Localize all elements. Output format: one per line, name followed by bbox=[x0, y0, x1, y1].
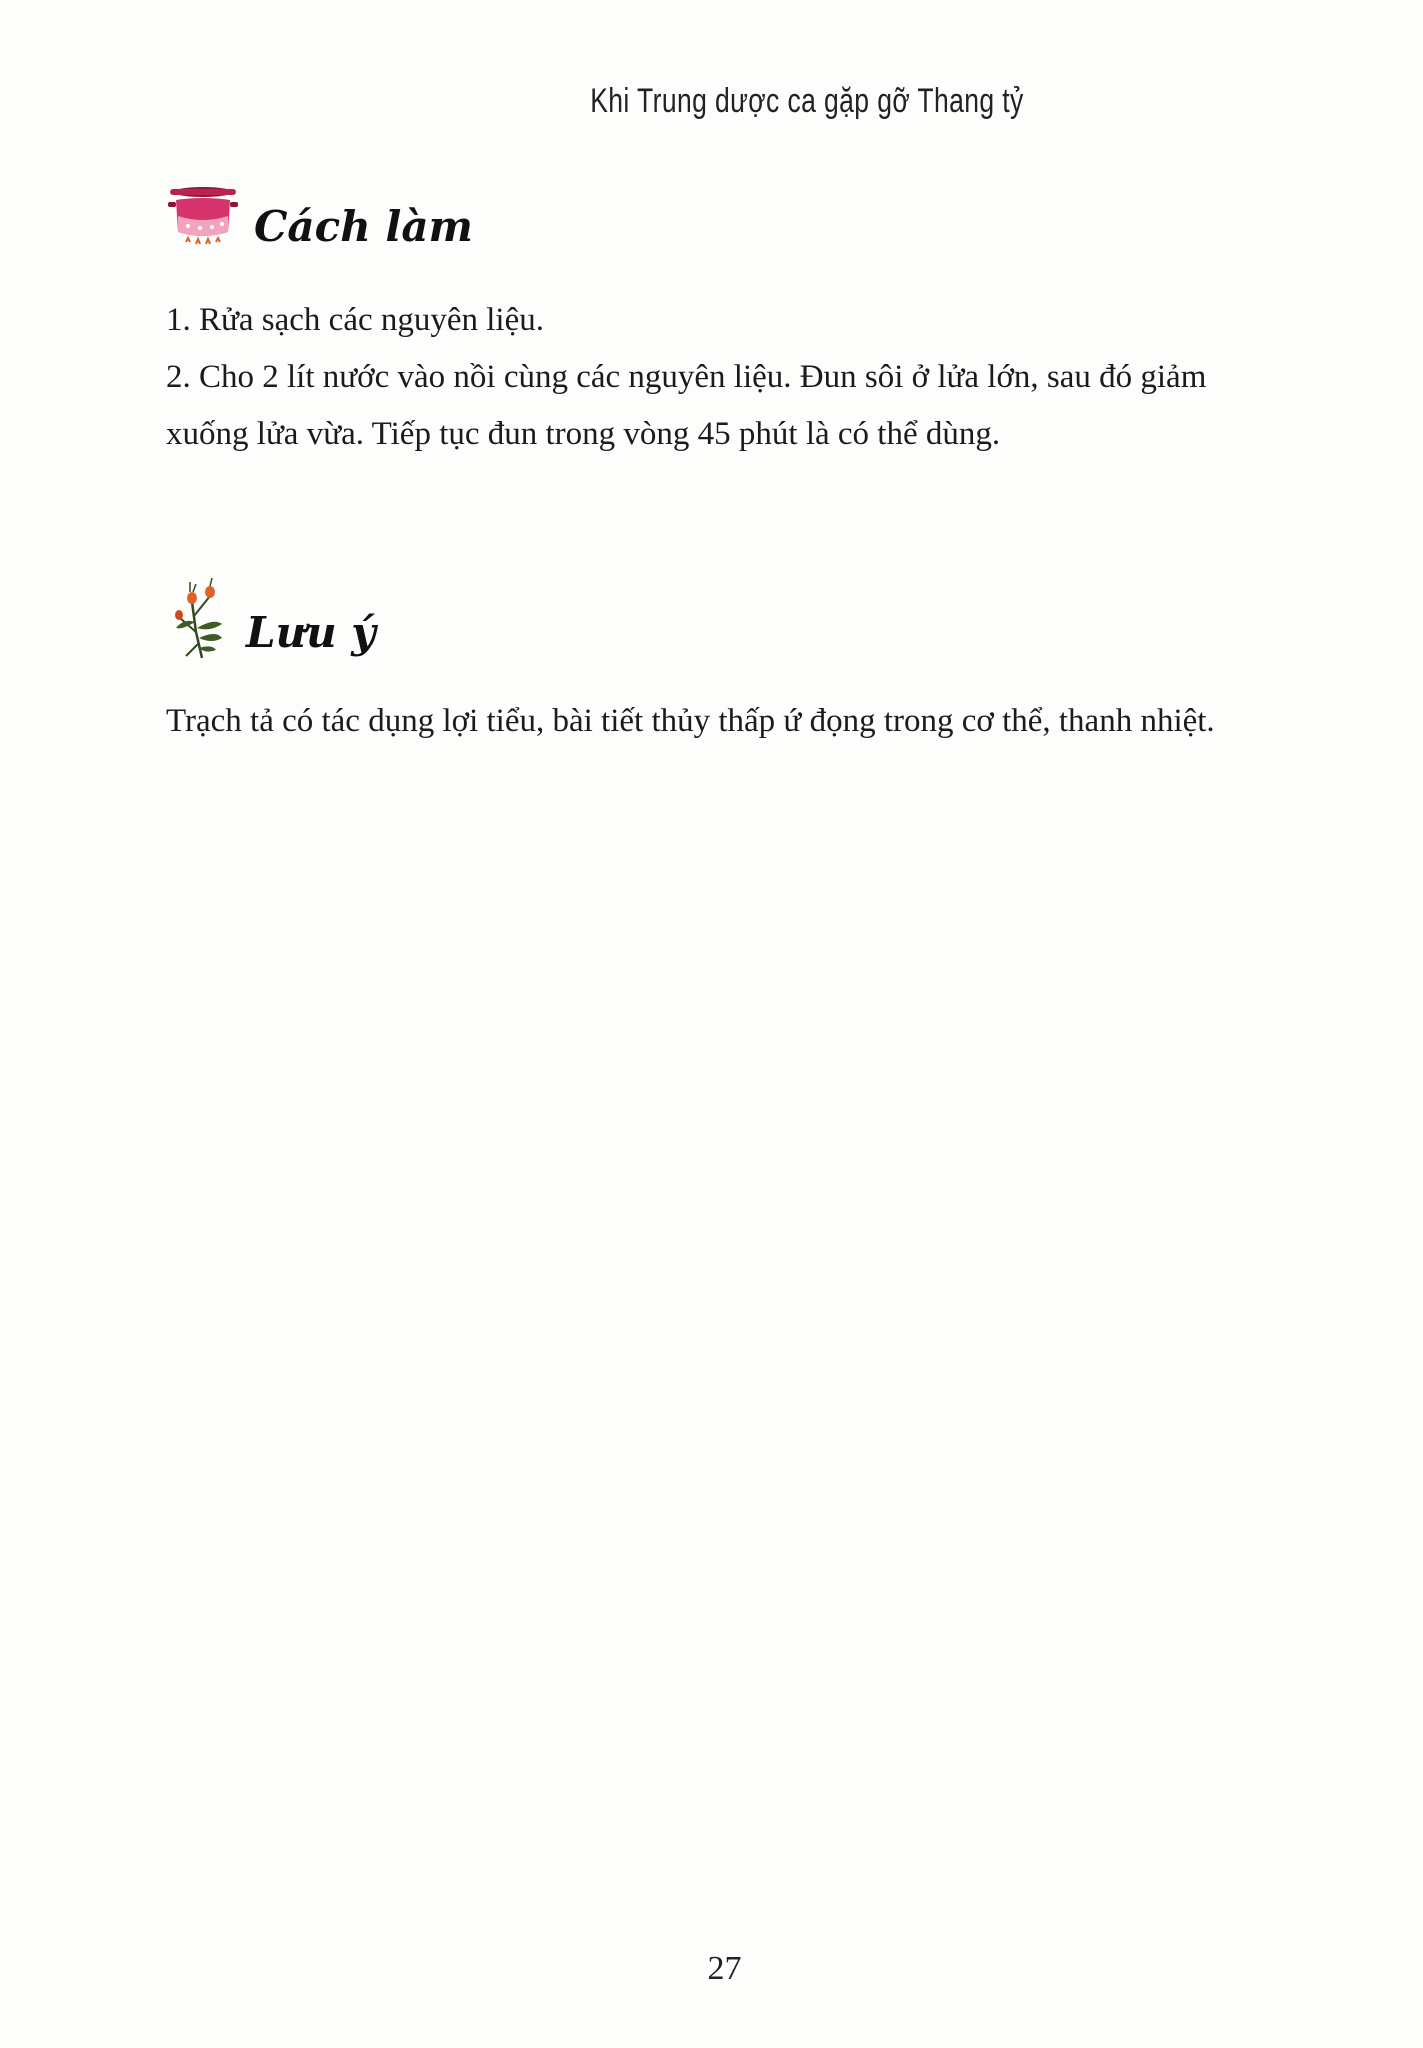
method-step: 1. Rửa sạch các nguyên liệu. bbox=[166, 302, 545, 338]
note-heading bbox=[166, 572, 376, 662]
method-heading bbox=[166, 180, 473, 256]
cooking-pot-icon bbox=[166, 180, 240, 256]
note-heading-text: Lưu ý bbox=[246, 608, 376, 657]
herb-sprig-icon bbox=[166, 572, 240, 662]
method-step: 2. Cho 2 lít nước vào nồi cùng các nguyên liệu. Đun sôi ở lửa lớn, sau đó giảm xuống lửa vừa. Tiếp tục đun trong vòng 45 phút là có thể dùng. bbox=[166, 359, 1207, 452]
running-header: Khi Trung dược ca gặp gỡ Thang tỷ bbox=[590, 82, 1024, 120]
note-body bbox=[166, 693, 1276, 750]
page-number: 27 bbox=[707, 1950, 742, 1987]
note-text: Trạch tả có tác dụng lợi tiểu, bài tiết thủy thấp ứ đọng trong cơ thể, thanh nhiệt. bbox=[166, 703, 1215, 739]
method-heading-text: Cách làm bbox=[254, 202, 473, 251]
method-steps bbox=[166, 292, 1276, 463]
